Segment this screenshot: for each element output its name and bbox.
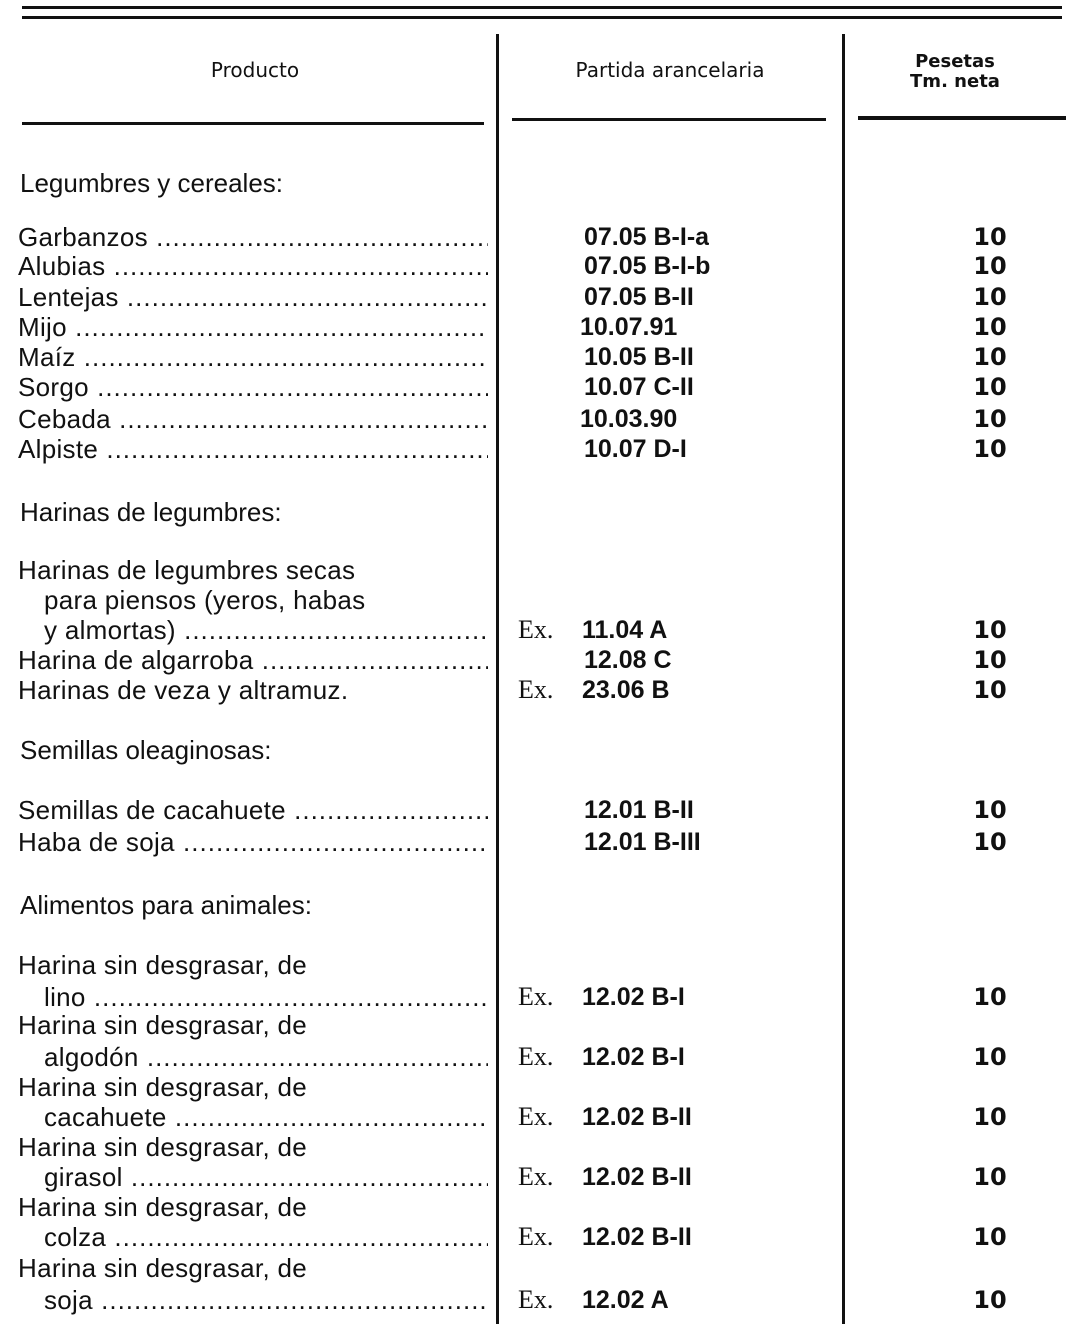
tariff-code: 10.07 C-II [584, 373, 694, 401]
tariff-code: 12.01 B-II [584, 796, 694, 824]
product-name: para piensos (yeros, habas [44, 585, 366, 615]
tariff-code: 12.02 B-II [582, 1103, 692, 1131]
product-name: Maíz ..... [18, 342, 488, 372]
table-top-rule [22, 6, 1062, 9]
price-value: 10 [973, 1286, 1007, 1314]
tariff-ex-prefix: Ex. [518, 1042, 554, 1071]
product-name: colza ..... [44, 1222, 488, 1252]
price-value: 10 [973, 1223, 1007, 1251]
tariff-code: 12.02 B-I [582, 983, 685, 1011]
tariff-code: 11.04 A [582, 616, 668, 644]
price-value: 10 [973, 252, 1007, 280]
price-value: 10 [973, 1103, 1007, 1131]
product-name: Alubias ..... [18, 251, 488, 281]
product-name: girasol ..... [44, 1162, 488, 1192]
product-name: Harina sin desgrasar, de [18, 1132, 308, 1162]
tariff-ex-prefix: Ex. [518, 1102, 554, 1131]
product-name: Harina sin desgrasar, de [18, 950, 308, 980]
product-name: Harina sin desgrasar, de [18, 1192, 308, 1222]
tariff-code: 12.02 A [582, 1286, 669, 1314]
product-name: y almortas) ..... [44, 615, 488, 645]
price-value: 10 [973, 676, 1007, 704]
product-name: Harina sin desgrasar, de [18, 1010, 308, 1040]
product-name: lino ..... [44, 982, 488, 1012]
tariff-code: 10.05 B-II [584, 343, 694, 371]
price-value: 10 [973, 313, 1007, 341]
product-name: Harina sin desgrasar, de [18, 1253, 308, 1283]
header-price-line1: Pesetas [915, 51, 995, 72]
price-value: 10 [973, 1043, 1007, 1071]
tariff-ex-prefix: Ex. [518, 615, 554, 644]
tariff-ex-prefix: Ex. [518, 1285, 554, 1314]
tariff-code: 12.01 B-III [584, 828, 701, 856]
product-name: Mijo ..... [18, 312, 488, 342]
product-name: Sorgo ..... [18, 372, 488, 402]
price-value: 10 [973, 1163, 1007, 1191]
section-heading: Semillas oleaginosas: [20, 735, 272, 765]
price-value: 10 [973, 796, 1007, 824]
product-name: Harina sin desgrasar, de [18, 1072, 308, 1102]
price-value: 10 [973, 283, 1007, 311]
tariff-ex-prefix: Ex. [518, 982, 554, 1011]
price-value: 10 [973, 435, 1007, 463]
tariff-code: 12.08 C [584, 646, 672, 674]
product-name: cacahuete ..... [44, 1102, 488, 1132]
tariff-code: 10.07.91 [580, 313, 678, 341]
product-name: algodón ..... [44, 1042, 488, 1072]
product-name: Alpiste ..... [18, 434, 488, 464]
price-value: 10 [973, 343, 1007, 371]
product-name: Semillas de cacahuete ..... [18, 795, 488, 825]
header-tariff: Partida arancelaria [575, 58, 765, 82]
header-rule-2 [512, 118, 826, 121]
product-name: Harinas de legumbres secas [18, 555, 356, 585]
price-value: 10 [973, 828, 1007, 856]
tariff-ex-prefix: Ex. [518, 675, 554, 704]
product-name: Garbanzos ..... [18, 222, 488, 252]
price-value: 10 [973, 646, 1007, 674]
tariff-ex-prefix: Ex. [518, 1222, 554, 1251]
section-heading: Legumbres y cereales: [20, 168, 284, 198]
tariff-code: 12.02 B-II [582, 1163, 692, 1191]
header-product: Producto [210, 58, 300, 82]
tariff-code: 12.02 B-II [582, 1223, 692, 1251]
product-name: Harina de algarroba ..... [18, 645, 488, 675]
product-name: Lentejas ..... [18, 282, 488, 312]
price-value: 10 [973, 616, 1007, 644]
price-value: 10 [973, 983, 1007, 1011]
table-top-rule-2 [22, 16, 1062, 19]
tariff-code: 10.07 D-I [584, 435, 687, 463]
tariff-code: 07.05 B-I-a [584, 223, 710, 251]
price-value: 10 [973, 373, 1007, 401]
tariff-ex-prefix: Ex. [518, 1162, 554, 1191]
price-value: 10 [973, 405, 1007, 433]
product-name: soja ..... [44, 1285, 488, 1315]
section-heading: Alimentos para animales: [20, 890, 312, 920]
product-name: Cebada ..... [18, 404, 488, 434]
tariff-code: 07.05 B-I-b [584, 252, 711, 280]
section-heading: Harinas de legumbres: [20, 497, 282, 527]
tariff-code: 10.03.90 [580, 405, 678, 433]
product-name: Haba de soja ..... [18, 827, 488, 857]
header-rule-1 [22, 122, 484, 125]
tariff-code: 23.06 B [582, 676, 670, 704]
header-price [850, 52, 1060, 92]
column-divider-1 [496, 34, 499, 1324]
column-divider-2 [842, 34, 845, 1324]
header-rule-3 [858, 116, 1066, 120]
header-price-line2: Tm. neta [910, 71, 1000, 92]
tariff-code: 12.02 B-I [582, 1043, 685, 1071]
product-name: Harinas de veza y altramuz. [18, 675, 349, 705]
price-value: 10 [973, 223, 1007, 251]
tariff-code: 07.05 B-II [584, 283, 694, 311]
